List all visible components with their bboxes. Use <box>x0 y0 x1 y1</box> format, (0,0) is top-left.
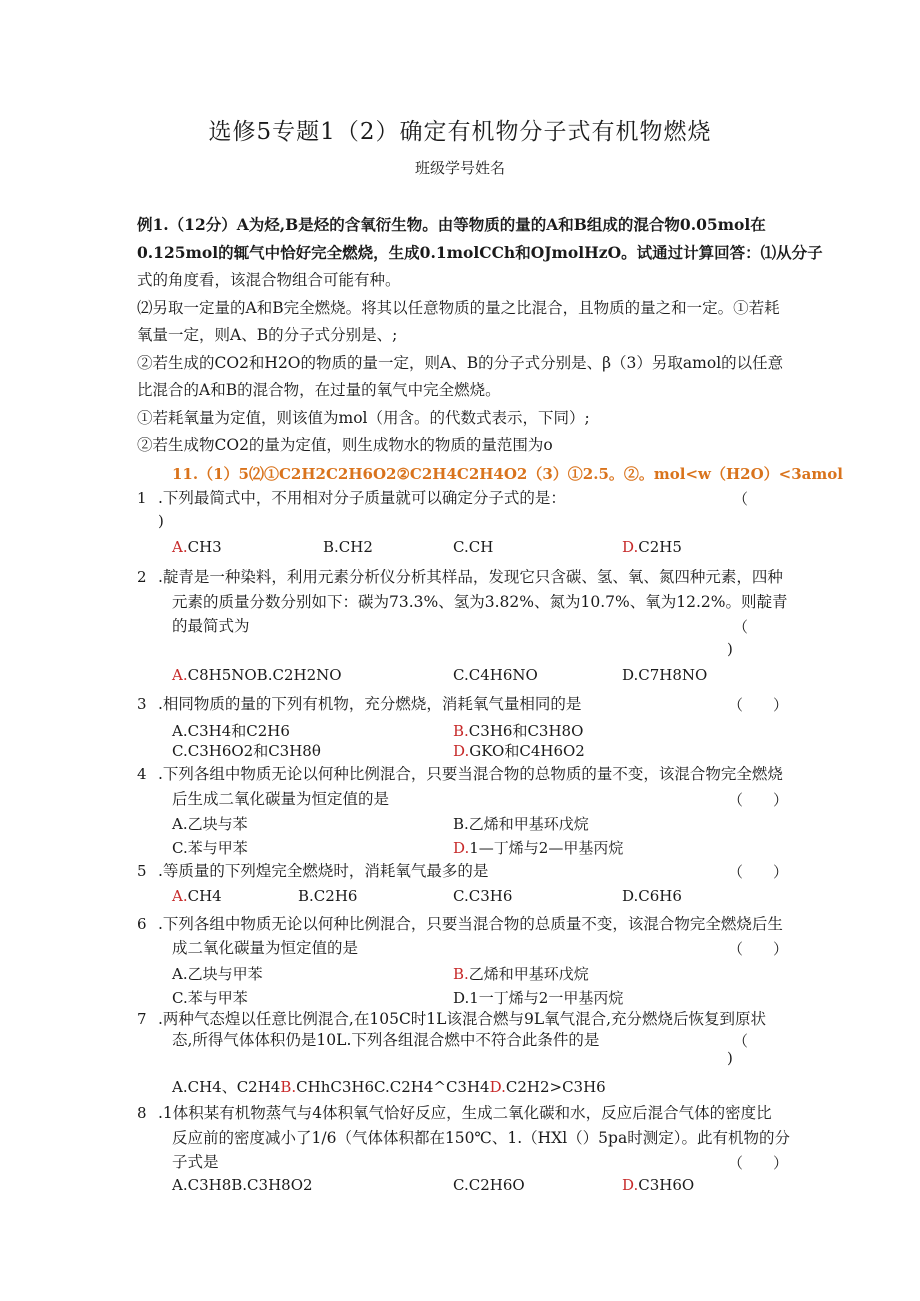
example-line: 式的角度看，该混合物组合可能有种。 <box>137 271 401 289</box>
option-letter: C. <box>453 1176 469 1194</box>
option-letter: B. <box>453 815 469 833</box>
option-body: C2H6 <box>313 887 358 905</box>
option-c <box>453 887 512 905</box>
option-letter: B. <box>280 1078 297 1096</box>
option-body: C8H5NOB.C2H2NO <box>187 666 342 684</box>
option-body: C4H6NO <box>468 666 538 684</box>
option-body: 乙烯和甲基环戊烷 <box>468 965 589 983</box>
option-letter: D. <box>622 666 639 684</box>
option-a <box>172 963 263 984</box>
question-text: .1体积某有机物蒸气与4体积氧气恰好反应，生成二氧化碳和水，反应后混合气体的密度比 <box>158 1104 772 1122</box>
example-line: 0.125mol的辄气中恰好完全燃烧，生成0.1molCCh和OJmolHzO。试通过计算回答：⑴从分子 <box>137 243 823 262</box>
option-letter: D. <box>453 989 470 1007</box>
question-text: 反应前的密度减小了1/6（气体体积都在150℃、1.（HXl（）5pa时测定）。此有机物的分 <box>172 1129 790 1147</box>
answer-bracket-open: （ <box>733 1032 749 1050</box>
option-body: CH3 <box>187 538 222 556</box>
answer-bracket-open: （ <box>733 490 749 508</box>
option-d <box>622 1176 694 1194</box>
option-body: CH <box>468 538 494 556</box>
option-body: 1—丁烯与2—甲基丙烷 <box>469 839 624 857</box>
option-body: C3H8B.C3H8O2 <box>187 1176 313 1194</box>
option-b <box>453 813 589 834</box>
question-text: 后生成二氧化碳量为恒定值的是 <box>172 790 390 808</box>
option-letter: B. <box>298 887 314 905</box>
answer-bracket: （ ） <box>728 696 789 714</box>
option-body: C3H6和C3H8O <box>468 722 584 740</box>
option-d <box>622 666 707 684</box>
option-body: C3H6 <box>468 887 513 905</box>
option-a <box>172 813 248 834</box>
option-a <box>172 720 290 741</box>
answer-bracket-open: （ <box>733 618 749 636</box>
example-line: 例1.（12分）A为烃,B是烃的含氧衍生物。由等物质的量的A和B组成的混合物0.05mol在 <box>137 215 766 234</box>
option-body: C2H5 <box>638 538 682 556</box>
example-line: ①若耗氧量为定值，则该值为mol（用含。的代数式表示，下同）; <box>137 409 590 427</box>
option-a <box>172 538 222 556</box>
page-title: 选修5专题1（2）确定有机物分子式有机物燃烧 <box>208 119 712 145</box>
option-d <box>453 837 623 858</box>
option-body: C2H6O <box>468 1176 525 1194</box>
option-a <box>172 887 222 905</box>
option-b <box>323 538 373 556</box>
option-c <box>453 1176 525 1194</box>
option-segment: CHhC3H6C.C2H4^C3H4 <box>296 1078 490 1096</box>
option-body: C3H6O <box>638 1176 695 1194</box>
option-letter: C. <box>172 742 188 760</box>
answer-bracket: （ ） <box>728 791 789 809</box>
option-letter: A. <box>172 887 188 905</box>
option-c <box>453 666 538 684</box>
answer-bracket: （ ） <box>728 940 789 958</box>
example-line: ②若生成的CO2和H2O的物质的量一定，则A、B的分子式分别是、β（3）另取amol的以任意 <box>137 354 784 372</box>
option-d <box>453 987 623 1008</box>
example-line: 氧量一定，则A、B的分子式分别是、; <box>137 326 398 344</box>
question-text: 态,所得气体体积仍是10L.下列各组混合燃中不符合此条件的是 <box>172 1031 600 1049</box>
option-letter: C. <box>453 666 469 684</box>
option-letter: B. <box>453 965 469 983</box>
question-text: .下列各组中物质无论以何种比例混合，只要当混合物的总质量不变，该混合物完全燃烧后生 <box>158 915 783 933</box>
option-letter: B. <box>323 538 339 556</box>
option-body: CH2 <box>338 538 373 556</box>
option-body: GKO和C4H6O2 <box>469 742 585 760</box>
option-letter: A. <box>172 815 188 833</box>
option-letter: A. <box>172 666 188 684</box>
option-letter: D. <box>622 538 639 556</box>
option-body: C3H6O2和C3H8θ <box>187 742 321 760</box>
option-segment: C2H2>C3H6 <box>505 1078 606 1096</box>
option-body: 苯与甲苯 <box>187 989 248 1007</box>
answer-bracket: （ ） <box>728 1154 789 1172</box>
option-c <box>172 740 321 761</box>
answer-bracket: （ ） <box>728 863 789 881</box>
option-segment: A.CH4、C2H4 <box>172 1078 281 1096</box>
option-letter: A. <box>172 538 188 556</box>
option-c <box>172 837 248 858</box>
question-number: 6 <box>137 915 147 933</box>
question-text: .两种气态煌以任意比例混合,在105C时1L该混合燃与9L氧气混合,充分燃烧后恢复到原状 <box>158 1010 767 1028</box>
option-b <box>453 963 589 984</box>
example-line: 比混合的A和B的混合物，在过量的氧气中完全燃烧。 <box>137 381 501 399</box>
option-letter: A. <box>172 1176 188 1194</box>
question-text: .下列最简式中，不用相对分子质量就可以确定分子式的是： <box>158 489 566 507</box>
option-letter: B. <box>453 722 469 740</box>
option-b <box>453 720 583 741</box>
option-body: 苯与甲苯 <box>187 839 248 857</box>
question-number: 7 <box>137 1010 147 1028</box>
question-text: 元素的质量分数分别如下：碳为73.3%、氢为3.82%、氮为10.7%、氧为12.2%。则靛青 <box>172 593 788 611</box>
option-letter: C. <box>172 839 188 857</box>
answer-bracket-close: ) <box>727 640 733 658</box>
question-text: .靛青是一种染料，利用元素分析仪分析其样品，发现它只含碳、氢、氧、氮四种元素，四种 <box>158 568 783 586</box>
class-info-line: 班级学号姓名 <box>414 159 505 177</box>
option-letter: C. <box>453 538 469 556</box>
option-letter: C. <box>453 887 469 905</box>
option-letter: D. <box>489 1078 506 1096</box>
option-body: C6H6 <box>638 887 682 905</box>
example-line: ⑵另取一定量的A和B完全燃烧。将其以任意物质的量之比混合，且物质的量之和一定。①若耗 <box>137 299 780 317</box>
option-letter: A. <box>172 722 188 740</box>
question-number: 1 <box>137 489 147 507</box>
answer-bracket-close: ) <box>727 1049 733 1067</box>
option-body: 乙块与甲苯 <box>187 965 263 983</box>
option-letter: D. <box>453 839 470 857</box>
question-number: 3 <box>137 695 147 713</box>
question-number: 8 <box>137 1104 147 1122</box>
question-text: 子式是 <box>172 1153 219 1171</box>
option-letter: D. <box>453 742 470 760</box>
question-text: .相同物质的量的下列有机物，充分燃烧，消耗氧气量相同的是 <box>158 695 582 713</box>
option-c <box>172 987 248 1008</box>
options-row <box>172 1076 606 1097</box>
option-d <box>453 740 585 761</box>
option-body: C7H8NO <box>638 666 708 684</box>
question-number: 2 <box>137 568 147 586</box>
question-number: 5 <box>137 862 147 880</box>
option-body: C3H4和C2H6 <box>187 722 290 740</box>
example-line: ②若生成物CO2的量为定值，则生成物水的物质的量范围为o <box>137 436 553 454</box>
option-d <box>622 538 682 556</box>
option-body: 乙烯和甲基环戊烷 <box>468 815 589 833</box>
option-body: 1一丁烯与2一甲基丙烷 <box>469 989 624 1007</box>
example-answer: 11.（1）5⑵①C2H2C2H6O2②C2H4C2H4O2（3）①2.5。②。mol<w（H2O）<3amol <box>172 465 843 483</box>
option-letter: C. <box>172 989 188 1007</box>
option-letter: D. <box>622 1176 639 1194</box>
question-text: .等质量的下列煌完全燃烧时，消耗氧气最多的是 <box>158 862 489 880</box>
option-c <box>453 538 493 556</box>
question-text: 的最简式为 <box>172 617 250 635</box>
option-body: CH4 <box>187 887 222 905</box>
option-a <box>172 666 342 684</box>
question-text: 成二氧化碳量为恒定值的是 <box>172 939 359 957</box>
option-body: 乙块与苯 <box>187 815 248 833</box>
option-a <box>172 1176 313 1194</box>
option-letter: D. <box>622 887 639 905</box>
answer-bracket-close: ) <box>158 512 164 530</box>
question-text: .下列各组中物质无论以何种比例混合，只要当混合物的总物质的量不变，该混合物完全燃烧 <box>158 765 783 783</box>
option-b <box>298 887 357 905</box>
option-letter: A. <box>172 965 188 983</box>
option-d <box>622 887 682 905</box>
question-number: 4 <box>137 765 147 783</box>
